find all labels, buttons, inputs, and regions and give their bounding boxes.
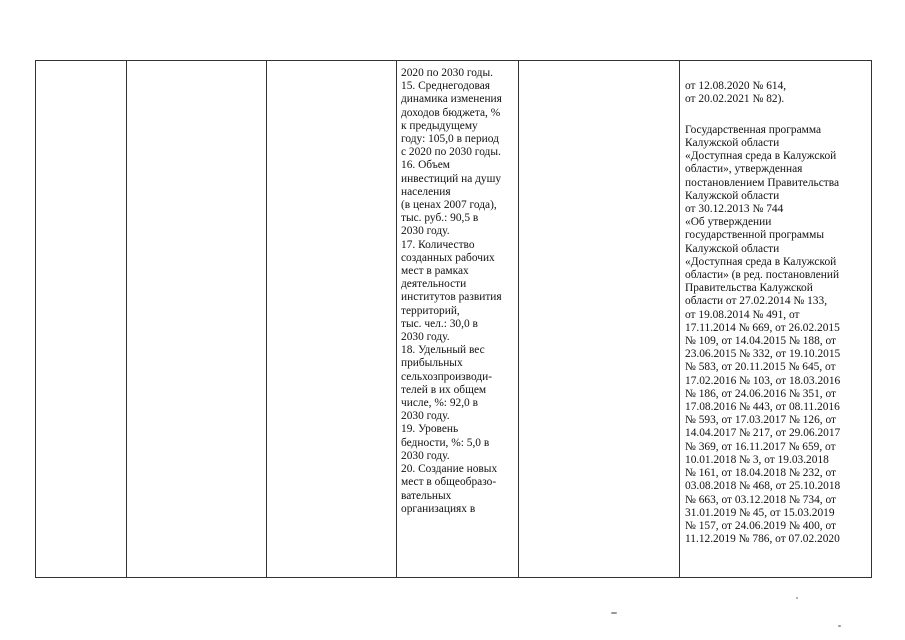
table-cell-col3 [267, 61, 397, 578]
legal-acts-text [680, 61, 871, 560]
scan-artifact [611, 612, 617, 614]
indicators-text: 2020 по 2030 годы. 15. Среднегодовая динамика изменения доходов бюджета, % к предыдущему году: 105,0 в период с 2020 по 2030 годы. 16. Объем инвестиций на душу населения (в ценах 2007 года), тыс. руб.: 90,5 в 2030 году. 17. Количество созданных рабочих мест в рамках деятельности институтов развития территорий, тыс. чел.: 30,0 в 2030 году. 18. Удельный вес прибыльных сельхозпроизводи- телей в их общем числе, %: 92,0 в 2030 году. 19. Уровень бедности, %: 5,0 в 2030 году. 20. Создание новых мест в общеобразо- вательных организациях в [401, 67, 502, 515]
table-cell-col1 [36, 61, 127, 578]
program-table [35, 60, 872, 578]
table-cell-col5 [519, 61, 680, 578]
legal-acts-paragraph: от 12.08.2020 № 614, от 20.02.2021 № 82). [685, 80, 787, 106]
scan-artifact [838, 625, 841, 627]
table-cell-legal-acts [680, 61, 872, 578]
table-cell-col2 [127, 61, 267, 578]
table-row [36, 61, 872, 578]
table-cell-indicators [397, 61, 519, 578]
scan-artifact [796, 597, 798, 599]
legal-acts-paragraph: Государственная программа Калужской области «Доступная среда в Калужской области», утвержденная постановлением Правительства Калужской области от 30.12.2013 № 744 «Об утверждении государственной программы Калужской области «Доступная среда в Калужской области» (в ред. постановлений Правительства Калужской области от 27.02.2014 № 133, от 19.08.2014 № 491, от 17.11.2014 № 669, от 26.02.2015 № 109, от 14.04.2015 № 188, от 23.06.2015 № 332, от 19.10.2015 № 583, от 20.11.2015 № 645, от 17.02.2016 № 103, от 18.03.2016 № 186, от 24.06.2016 № 351, от 17.08.2016 № 443, от 08.11.2016 № 593, от 17.03.2017 № 126, от 14.04.2017 № 217, от 29.06.2017 № 369, от 16.11.2017 № 659, от 10.01.2018 № 3, от 19.03.2018 № 161, от 18.04.2018 № 232, от 03.08.2018 № 468, от 25.10.2018 № 663, от 03.12.2018 № 734, от 31.01.2019 № 45, от 15.03.2019 № 157, от 24.06.2019 № 400, от 11.12.2019 № 786, от 07.02.2020 [685, 123, 841, 546]
